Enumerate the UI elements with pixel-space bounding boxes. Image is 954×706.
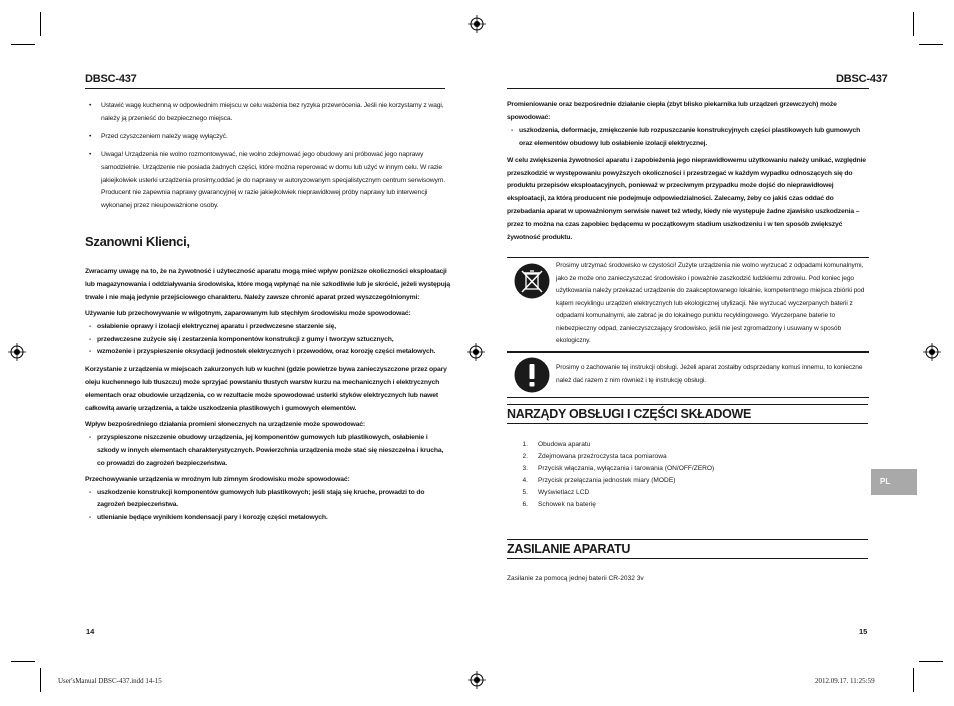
crop-mark xyxy=(919,44,943,45)
controls-section-title: NARZĄDY OBSŁUGI I CZĘŚCI SKŁADOWE xyxy=(507,404,868,424)
right-page-number: 15 xyxy=(859,627,868,636)
item-label: Schowek na baterię xyxy=(538,501,596,508)
list-item xyxy=(513,475,843,487)
crop-mark xyxy=(11,44,35,45)
right-header-rule xyxy=(507,88,869,89)
power-text: Zasilanie za pomocą jednej baterii CR-2032 3v xyxy=(507,575,644,582)
list-item xyxy=(513,451,843,463)
humid-list xyxy=(85,321,450,360)
heat-heading: Promieniowanie oraz bezpośrednie działanie ciepła (zbyt blisko piekarnika lub urządzeń grzewczych) może spowodować: xyxy=(507,101,837,121)
controls-list xyxy=(513,439,843,511)
item-number: 1. xyxy=(522,441,528,448)
crop-mark xyxy=(913,12,914,36)
list-item: - uszkodzenia, deformacje, zmiękczenie lub rozpuszczanie konstrukcyjnych części plastikowych lub gumowych oraz elementów obudowy lub osłabienie izolacji elektrycznej. xyxy=(507,125,869,151)
item-number: 4. xyxy=(522,477,528,484)
list-item xyxy=(513,439,843,451)
power-section-title: ZASILANIE APARATU xyxy=(507,539,868,559)
sun-list xyxy=(85,432,450,471)
left-column xyxy=(89,100,451,213)
exclamation-icon xyxy=(514,357,550,393)
item-number: 2. xyxy=(522,453,528,460)
safety-bullet-list xyxy=(89,100,451,213)
registration-mark-icon xyxy=(467,343,485,361)
kitchen-paragraph: Korzystanie z urządzenia w miejscach zakurzonych lub w kuchni (gdzie powietrze bywa zanieczyszczone przez opary oleju kuchennego lub tłuszczu) może sprzyjać powstaniu tłustych warstw kurzu na mechanicznych i elektrycznych elementach oraz obudowie urządzenia, co w rezultacie może spowodować usterki styków elektrycznych lub nawet całkowitą awarię urządzenia, a także uszkodzenia plastikowych i gumowych elementów. xyxy=(85,366,447,413)
list-item: • Uwaga! Urządzenia nie wolno rozmontowywać, nie wolno zdejmować jego obudowy ani próbować jego naprawy samodzielnie. Urządzenie nie posiada żadnych części, które można reperować w domu lub użyć w innym celu. W razie jakiejkolwiek usterki urządzenia prosimy,oddać je do naprawy w autoryzowanym specjalistycznym centrum serwisowym. Producent nie zapewnia naprawy gwarancyjnej w razie jakiejkolwiek nieprawidłowej próby naprawy lub interwencji wykonanej przez nieupoważnione osoby. xyxy=(89,149,451,214)
footer-filename: User'sManual DBSC-437.indd 14-15 xyxy=(58,677,162,685)
list-item: - przedwczesne zużycie się i zestarzenia komponentów konstrukcji z gumy i tworzyw sztucznych, xyxy=(85,334,450,347)
intro-paragraph: Zwracamy uwagę na to, że na żywotność i użyteczność aparatu mogą mieć wpływ poniższe okoliczności eksploatacji lub magazynowania i oddziaływania środowiska, które mogą wpłynąć na nie szkodliwie lub je skrócić, jeżeli występują trwale i nie mają jedynie przejściowego charakteru. Należy zawsze chronić aparat przed wyszczególnionymi: xyxy=(85,268,450,301)
registration-mark-icon xyxy=(8,343,26,361)
list-item: - wzmożenie i przyspieszenie oksydacji jednostek elektrycznych i przewodów, oraz korozję części metalowych. xyxy=(85,346,450,359)
language-tab: PL xyxy=(871,469,917,495)
list-item: - utlenianie będące wynikiem kondensacji pary i korozję części metalowych. xyxy=(85,512,450,525)
item-label: Obudowa aparatu xyxy=(538,441,591,448)
heat-list xyxy=(507,125,869,151)
left-model-header: DBSC-437 xyxy=(85,73,137,85)
recycle-notice-text: Prosimy utrzymać środowisko w czystości! Zużyte urządzenia nie wolno wyrzucać z odpadami komunalnymi, jako że może ono zanieczyszczać środowisko i poważnie zaszkodzić ludzkiemu zdrowiu. Pod koniec jego użytkowania należy przekazać urządzenie do zaakceptowanego lokalnie, kompetentnego miejsca zbiórki pod kątem recyklingu urządzeń elektrycznych lub ekologicznej utylizacji. Nie wyrzucać wyczerpanych baterii z odpadami komunalnymi, ale zabrać je do lokalnego punktu recyklingowego. Wyczerpane baterie to niebezpieczny odpad, zanieczyszczający środowisko, jeśli nie jest zgromadzony i usuwany w sposób ekologiczny. xyxy=(556,262,865,344)
crop-mark xyxy=(913,668,914,692)
right-model-header: DBSC-437 xyxy=(836,73,888,85)
recycle-notice xyxy=(507,257,869,352)
item-number: 5. xyxy=(522,489,528,496)
crop-mark xyxy=(40,668,41,692)
list-item xyxy=(513,499,843,511)
crossed-bin-icon xyxy=(514,263,550,299)
registration-mark-icon xyxy=(468,15,486,33)
keep-manual-text: Prosimy o zachowanie tej instrukcji obsługi. Jeżeli aparat zostałby odsprzedany komuś innemu, to konieczne należ dać razem z nim również i tę instrukcję obsługi. xyxy=(556,364,863,384)
list-item xyxy=(513,487,843,499)
list-item: • Przed czyszczeniem należy wagę wyłączyć. xyxy=(89,131,451,144)
registration-mark-icon xyxy=(923,343,941,361)
frost-list xyxy=(85,487,450,526)
crop-mark xyxy=(40,12,41,36)
item-label: Wyświetlacz LCD xyxy=(538,489,590,496)
crop-mark xyxy=(11,661,35,662)
left-body xyxy=(85,266,450,525)
item-label: Przycisk przełączania jednostek miary (MODE) xyxy=(538,477,676,484)
left-page-number: 14 xyxy=(86,627,95,636)
humid-heading: Używanie lub przechowywanie w wilgotnym, zaparowanym lub stęchłym środowisku może spowodować: xyxy=(85,309,411,317)
keep-manual-notice xyxy=(507,352,869,398)
item-number: 3. xyxy=(522,465,528,472)
crop-mark xyxy=(919,661,943,662)
frost-heading: Przechowywanie urządzenia w mroźnym lub zimnym środowisku może spowodować: xyxy=(85,475,350,483)
list-item: - osłabienie oprawy i izolacji elektrycznej aparatu i przedwczesne starzenie się, xyxy=(85,321,450,334)
list-item: • Ustawić wagę kuchenną w odpowiednim miejscu w celu ważenia bez ryzyka przewrócenia. Jeśli nie korzystamy z wagi, należy ją przenieść do bezpiecznego miejsca. xyxy=(89,100,451,126)
footer-timestamp: 2012.09.17. 11:25:59 xyxy=(815,677,875,685)
item-label: Przycisk włączania, wyłączania i tarowania (ON/OFF/ZERO) xyxy=(538,465,715,472)
left-header-rule xyxy=(85,88,445,89)
greeting-heading: Szanowni Klienci, xyxy=(85,234,190,249)
item-number: 6. xyxy=(522,501,528,508)
list-item xyxy=(513,463,843,475)
list-item: - przyspieszone niszczenie obudowy urządzenia, jej komponentów gumowych lub plastikowych, osłabienie i szkody w innych elementach charakterystycznych. Powierzchnia urządzenia może stać się nieszczelna i krucha, co prowadzi do zagrożeń bezpieczeństwa. xyxy=(85,432,450,471)
lifespan-paragraph: W celu zwiększenia żywotności aparatu i zapobieżenia jego nieprawidłowemu użytkowaniu należy unikać, względnie przeszkodzić w występowaniu powyższych okoliczności i przestrzegać w każdym wypadku odnoszących się do produktu przepisów eksploatacyjnych, ponieważ w przeciwnym przypadku może dojść do nieprawidłowej eksploatacji, za którą producent nie podejmuje odpowiedzialności. Zalecamy, żeby co jakiś czas oddać do przebadania aparat w upoważnionym serwisie nawet też wtedy, kiedy nie występuje żadne zjawisko uszkodzenia – przez to można na czas zapobiec będącemu w początkowym stadium uszkodzeniu i w ten sposób zwiększyć żywotność produktu. xyxy=(507,156,866,242)
right-body xyxy=(507,99,869,251)
sun-heading: Wpływ bezpośredniego działania promieni słonecznych na urządzenie może spowodować: xyxy=(85,420,366,428)
registration-mark-icon xyxy=(468,671,486,689)
item-label: Zdejmowana przeźroczysta taca pomiarowa xyxy=(538,453,667,460)
list-item: - uszkodzenie konstrukcji komponentów gumowych lub plastikowych; jeśli stają się kruche, prowadzi to do zagrożeń bezpieczeństwa. xyxy=(85,487,450,513)
